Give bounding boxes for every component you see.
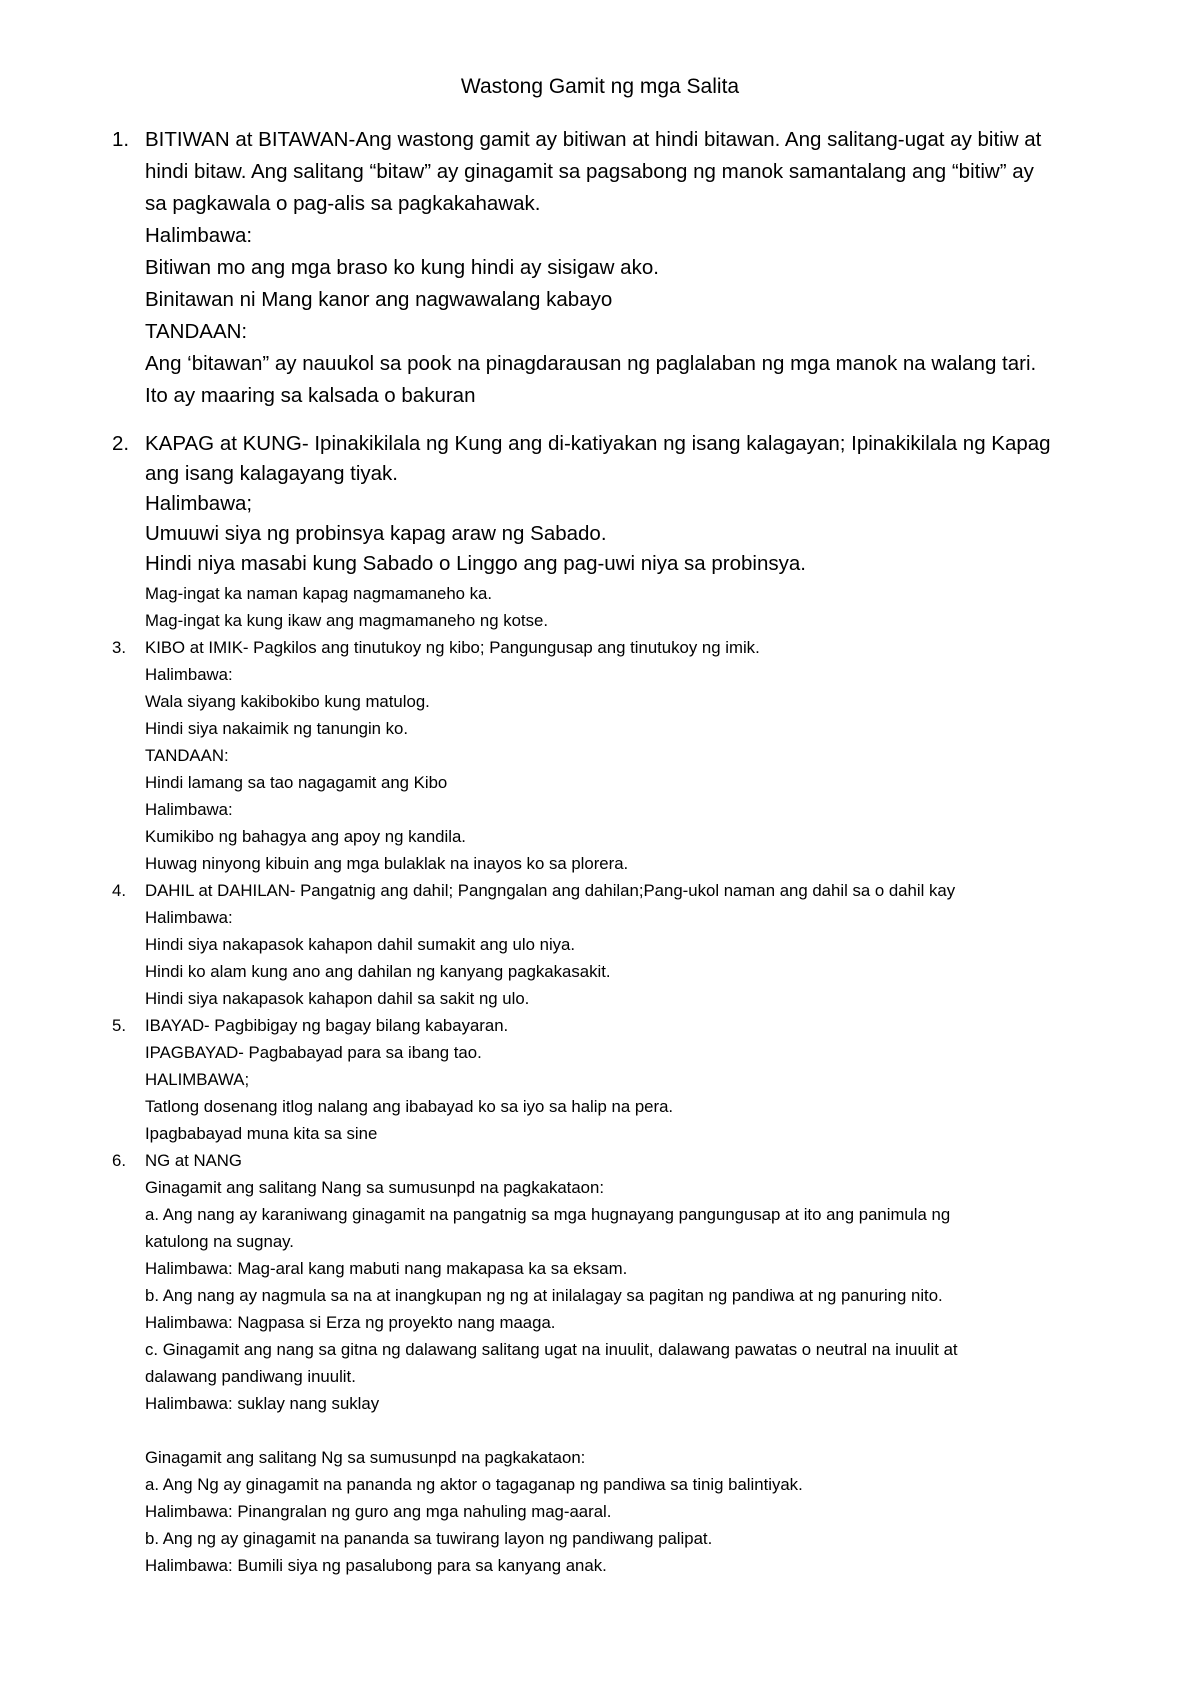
section-1-line: TANDAAN: (145, 320, 248, 343)
section-5-line: Tatlong dosenang itlog nalang ang ibabayad ko sa iyo sa halip na pera. (145, 1097, 674, 1116)
section-3-line: Halimbawa: (145, 665, 233, 684)
section-3-line: Wala siyang kakibokibo kung matulog. (145, 692, 430, 711)
section-5-line: IPAGBAYAD- Pagbabayad para sa ibang tao. (145, 1043, 482, 1062)
section-6-line: Halimbawa: Pinangralan ng guro ang mga nahuling mag-aaral. (145, 1502, 612, 1521)
section-4-line: DAHIL at DAHILAN- Pangatnig ang dahil; Pangngalan ang dahilan;Pang-ukol naman ang dahil sa o dahil kay (145, 881, 956, 900)
section-2-line: KAPAG at KUNG- Ipinakikilala ng Kung ang di-katiyakan ng isang kalagayan; Ipinakikilala ng Kapag (145, 432, 1051, 455)
section-1-line: Bitiwan mo ang mga braso ko kung hindi ay sisigaw ako. (145, 256, 659, 279)
section-3-line: TANDAAN: (145, 746, 229, 765)
section-6-line: dalawang pandiwang inuulit. (145, 1367, 356, 1386)
section-6-line: Ginagamit ang salitang Nang sa sumusunpd na pagkakataon: (145, 1178, 604, 1197)
section-2-line: Hindi niya masabi kung Sabado o Linggo ang pag-uwi niya sa probinsya. (145, 552, 806, 575)
section-1-line: Halimbawa: (145, 224, 253, 247)
section-1-line: Ito ay maaring sa kalsada o bakuran (145, 384, 476, 407)
section-number: 1. (112, 128, 130, 151)
section-6-line: Halimbawa: suklay nang suklay (145, 1394, 380, 1413)
section-6-line: c. Ginagamit ang nang sa gitna ng dalawang salitang ugat na inuulit, dalawang pawatas o neutral na inuulit at (145, 1340, 958, 1359)
section-1-line: Binitawan ni Mang kanor ang nagwawalang kabayo (145, 288, 613, 311)
section-6-line: b. Ang nang ay nagmula sa na at inangkupan ng ng at inilalagay sa pagitan ng pandiwa at ng panuring nito. (145, 1286, 943, 1305)
section-4-line: Hindi siya nakapasok kahapon dahil sa sakit ng ulo. (145, 989, 530, 1008)
section-6-line: katulong na sugnay. (145, 1232, 294, 1251)
section-number: 6. (112, 1151, 126, 1170)
section-3-line: Huwag ninyong kibuin ang mga bulaklak na inayos ko sa plorera. (145, 854, 629, 873)
section-4-line: Hindi siya nakapasok kahapon dahil sumakit ang ulo niya. (145, 935, 576, 954)
section-2-line: Umuuwi siya ng probinsya kapag araw ng Sabado. (145, 522, 607, 545)
section-3-line: Hindi lamang sa tao nagagamit ang Kibo (145, 773, 448, 792)
section-4-line: Hindi ko alam kung ano ang dahilan ng kanyang pagkakasakit. (145, 962, 611, 981)
section-5-line: IBAYAD- Pagbibigay ng bagay bilang kabayaran. (145, 1016, 509, 1035)
section-3-line: KIBO at IMIK- Pagkilos ang tinutukoy ng kibo; Pangungusap ang tinutukoy ng imik. (145, 638, 760, 657)
section-number: 3. (112, 638, 126, 657)
section-number: 5. (112, 1016, 126, 1035)
section-1-line: Ang ‘bitawan” ay nauukol sa pook na pinagdarausan ng paglalaban ng mga manok na walang tari. (145, 352, 1037, 375)
section-3-line: Halimbawa: (145, 800, 233, 819)
section-5-line: Ipagbabayad muna kita sa sine (145, 1124, 378, 1143)
section-number: 4. (112, 881, 126, 900)
section-1-line: sa pagkawala o pag-alis sa pagkakahawak. (145, 192, 541, 215)
section-2-line: ang isang kalagayang tiyak. (145, 462, 399, 485)
section-6-line: Halimbawa: Mag-aral kang mabuti nang makapasa ka sa eksam. (145, 1259, 628, 1278)
section-1-line: BITIWAN at BITAWAN-Ang wastong gamit ay bitiwan at hindi bitawan. Ang salitang-ugat ay bitiw at (145, 128, 1042, 151)
section-6-line: a. Ang Ng ay ginagamit na pananda ng aktor o tagaganap ng pandiwa sa tinig balintiyak. (145, 1475, 803, 1494)
section-3-line: Hindi siya nakaimik ng tanungin ko. (145, 719, 409, 738)
section-6-line: NG at NANG (145, 1151, 242, 1170)
section-6-line: Halimbawa: Nagpasa si Erza ng proyekto nang maaga. (145, 1313, 556, 1332)
section-5-line: HALIMBAWA; (145, 1070, 250, 1089)
section-4-line: Halimbawa: (145, 908, 233, 927)
section-6-line: Ginagamit ang salitang Ng sa sumusunpd na pagkakataon: (145, 1448, 586, 1467)
section-6-line: a. Ang nang ay karaniwang ginagamit na pangatnig sa mga hugnayang pangungusap at ito ang panimula ng (145, 1205, 951, 1224)
section-2-line: Halimbawa; (145, 492, 253, 515)
section-3-line: Kumikibo ng bahagya ang apoy ng kandila. (145, 827, 466, 846)
section-number: 2. (112, 432, 130, 455)
section-6-line: Halimbawa: Bumili siya ng pasalubong para sa kanyang anak. (145, 1556, 607, 1575)
section-1-line: hindi bitaw. Ang salitang “bitaw” ay ginagamit sa pagsabong ng manok samantalang ang “bitiw” ay (145, 160, 1034, 183)
section-2-line: Mag-ingat ka naman kapag nagmamaneho ka. (145, 584, 493, 603)
section-2-line: Mag-ingat ka kung ikaw ang magmamaneho ng kotse. (145, 611, 548, 630)
section-6-line: b. Ang ng ay ginagamit na pananda sa tuwirang layon ng pandiwang palipat. (145, 1529, 713, 1548)
page-title: Wastong Gamit ng mga Salita (460, 75, 740, 98)
